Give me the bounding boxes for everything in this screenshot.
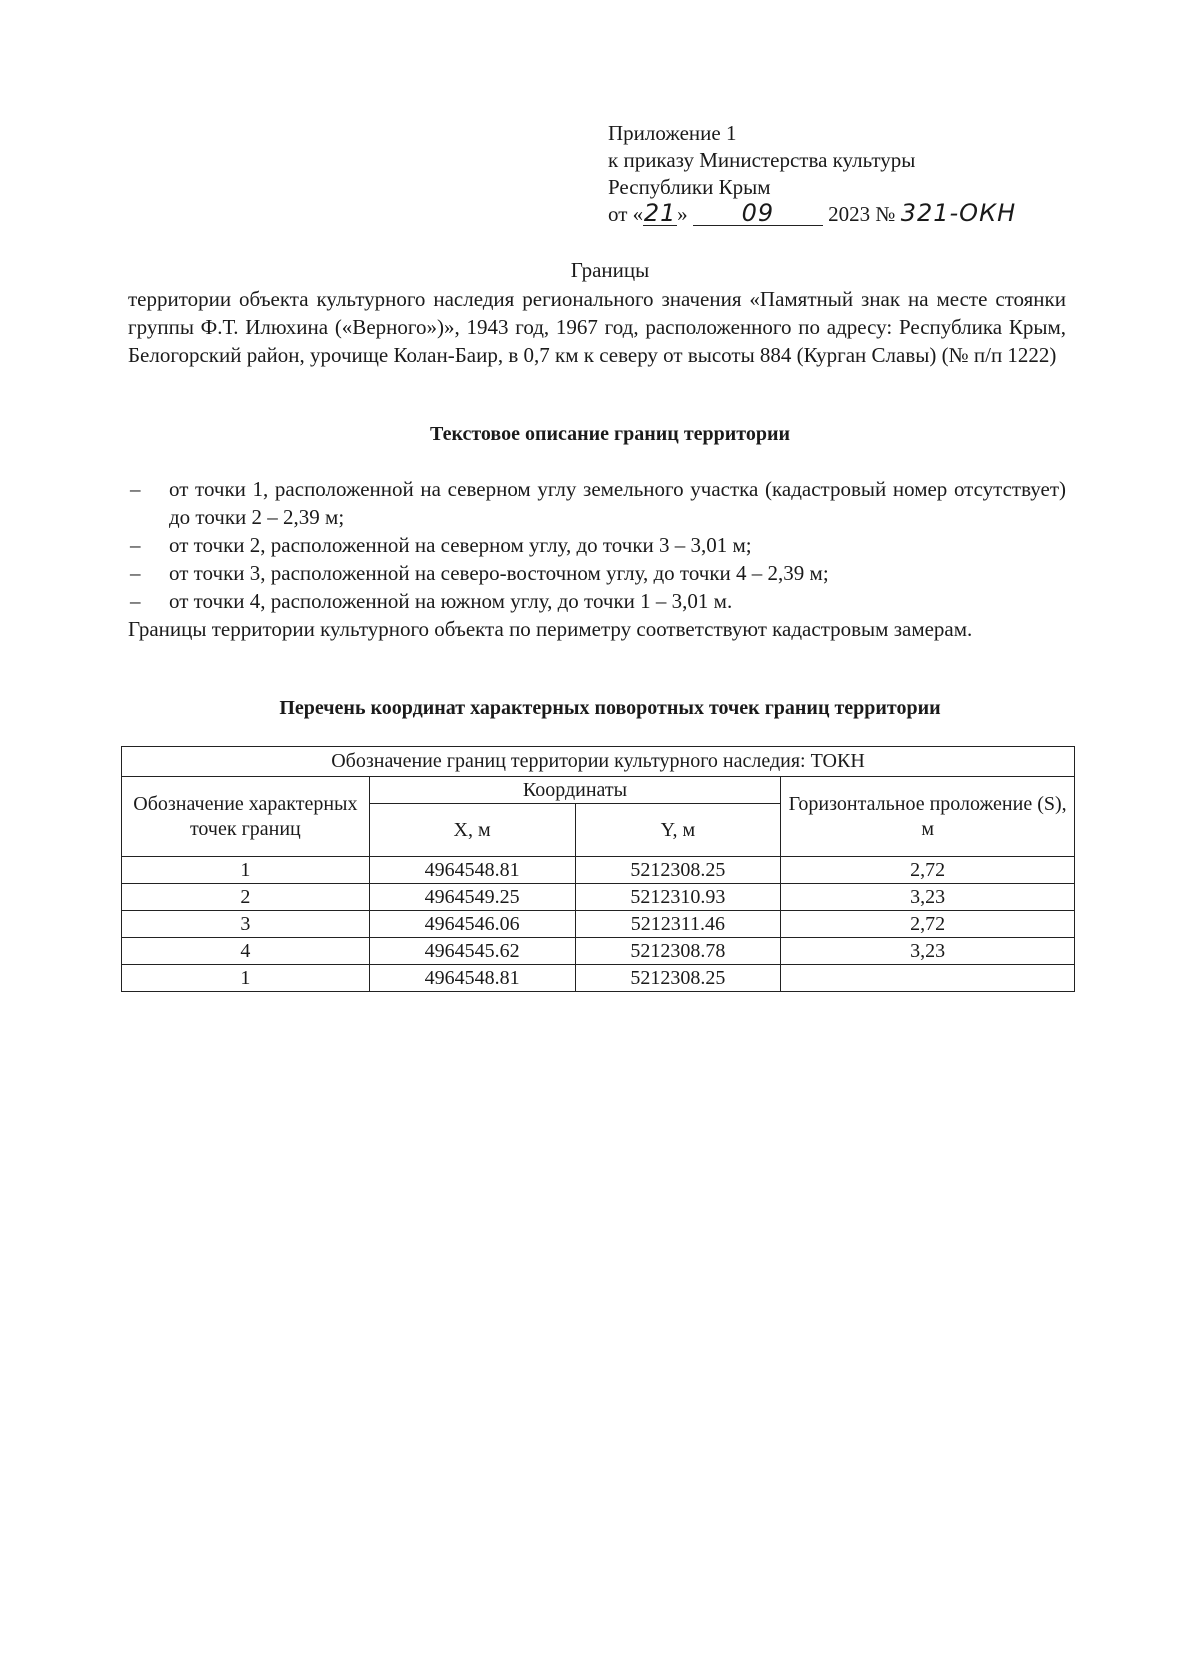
table-row <box>122 884 1075 911</box>
header-distance: Горизонтальное проложение (S), м <box>781 777 1075 857</box>
cell-x: 4964548.81 <box>369 965 575 992</box>
appendix-label: Приложение 1 <box>608 121 737 145</box>
appendix-order-ref: к приказу Министерства культуры <box>608 148 916 172</box>
order-number: 321-ОКН <box>900 199 1017 227</box>
list-item-text: от точки 1, расположенной на северном углу земельного участка (кадастровый номер отсутствует) до точки 2 – 2,39 м; <box>169 477 1066 529</box>
coordinates-table <box>121 746 1075 992</box>
date-year: 2023 № <box>828 202 896 226</box>
table-row <box>122 857 1075 884</box>
boundary-description <box>128 475 1066 643</box>
appendix-date-line <box>608 199 1017 228</box>
dash-marker: – <box>130 589 141 613</box>
cell-y: 5212308.25 <box>575 857 781 884</box>
list-item-text: от точки 4, расположенной на южном углу, до точки 1 – 3,01 м. <box>169 589 733 613</box>
date-day: 21 <box>643 199 677 227</box>
order-number-field <box>900 199 1017 227</box>
table-row <box>122 911 1075 938</box>
boundary-list <box>128 475 1066 615</box>
cell-x: 4964549.25 <box>369 884 575 911</box>
appendix-header <box>608 120 1017 228</box>
cell-point: 1 <box>122 965 370 992</box>
date-day-field <box>643 199 677 227</box>
description-heading: Текстовое описание границ территории <box>429 423 791 445</box>
header-y: Y, м <box>575 804 781 857</box>
cell-x: 4964546.06 <box>369 911 575 938</box>
document-title: Границы <box>570 258 650 282</box>
dash-marker: – <box>130 477 141 501</box>
closing-paragraph: Границы территории культурного объекта по периметру соответствуют кадастровым замерам. <box>128 617 973 641</box>
header-x: X, м <box>369 804 575 857</box>
header-point: Обозначение характерных точек границ <box>122 777 370 857</box>
list-item <box>128 531 1066 559</box>
cell-y: 5212311.46 <box>575 911 781 938</box>
cell-point: 2 <box>122 884 370 911</box>
object-description: территории объекта культурного наследия регионального значения «Памятный знак на месте стоянки группы Ф.Т. Илюхина («Верного»)», 1943 год, 1967 год, расположенного по адресу: Республика Крым, Белогорский район, урочище Колан-Баир, в 0,7 км к северу от высоты 884 (Курган Славы) (№ п/п 1222) <box>128 287 1066 367</box>
cell-x: 4964545.62 <box>369 938 575 965</box>
appendix-republic: Республики Крым <box>608 175 771 199</box>
header-coordinates: Координаты <box>369 777 781 804</box>
date-mid: » <box>677 202 688 226</box>
list-item-text: от точки 3, расположенной на северо-восточном углу, до точки 4 – 2,39 м; <box>169 561 829 585</box>
list-item <box>128 475 1066 531</box>
cell-distance: 3,23 <box>781 884 1075 911</box>
cell-distance: 2,72 <box>781 911 1075 938</box>
date-month-field <box>693 199 823 227</box>
cell-y: 5212308.25 <box>575 965 781 992</box>
coordinates-heading: Перечень координат характерных поворотных точек границ территории <box>279 697 941 719</box>
cell-distance: 3,23 <box>781 938 1075 965</box>
cell-x: 4964548.81 <box>369 857 575 884</box>
list-item-text: от точки 2, расположенной на северном углу, до точки 3 – 3,01 м; <box>169 533 752 557</box>
date-month: 09 <box>741 199 775 227</box>
dash-marker: – <box>130 561 141 585</box>
list-item <box>128 587 1066 615</box>
cell-y: 5212310.93 <box>575 884 781 911</box>
date-prefix: от « <box>608 202 644 226</box>
cell-distance <box>781 965 1075 992</box>
cell-point: 1 <box>122 857 370 884</box>
dash-marker: – <box>130 533 141 557</box>
table-row <box>122 965 1075 992</box>
list-item <box>128 559 1066 587</box>
table-caption: Обозначение границ территории культурного наследия: ТОКН <box>122 747 1075 777</box>
cell-point: 3 <box>122 911 370 938</box>
cell-distance: 2,72 <box>781 857 1075 884</box>
cell-y: 5212308.78 <box>575 938 781 965</box>
cell-point: 4 <box>122 938 370 965</box>
table-row <box>122 938 1075 965</box>
